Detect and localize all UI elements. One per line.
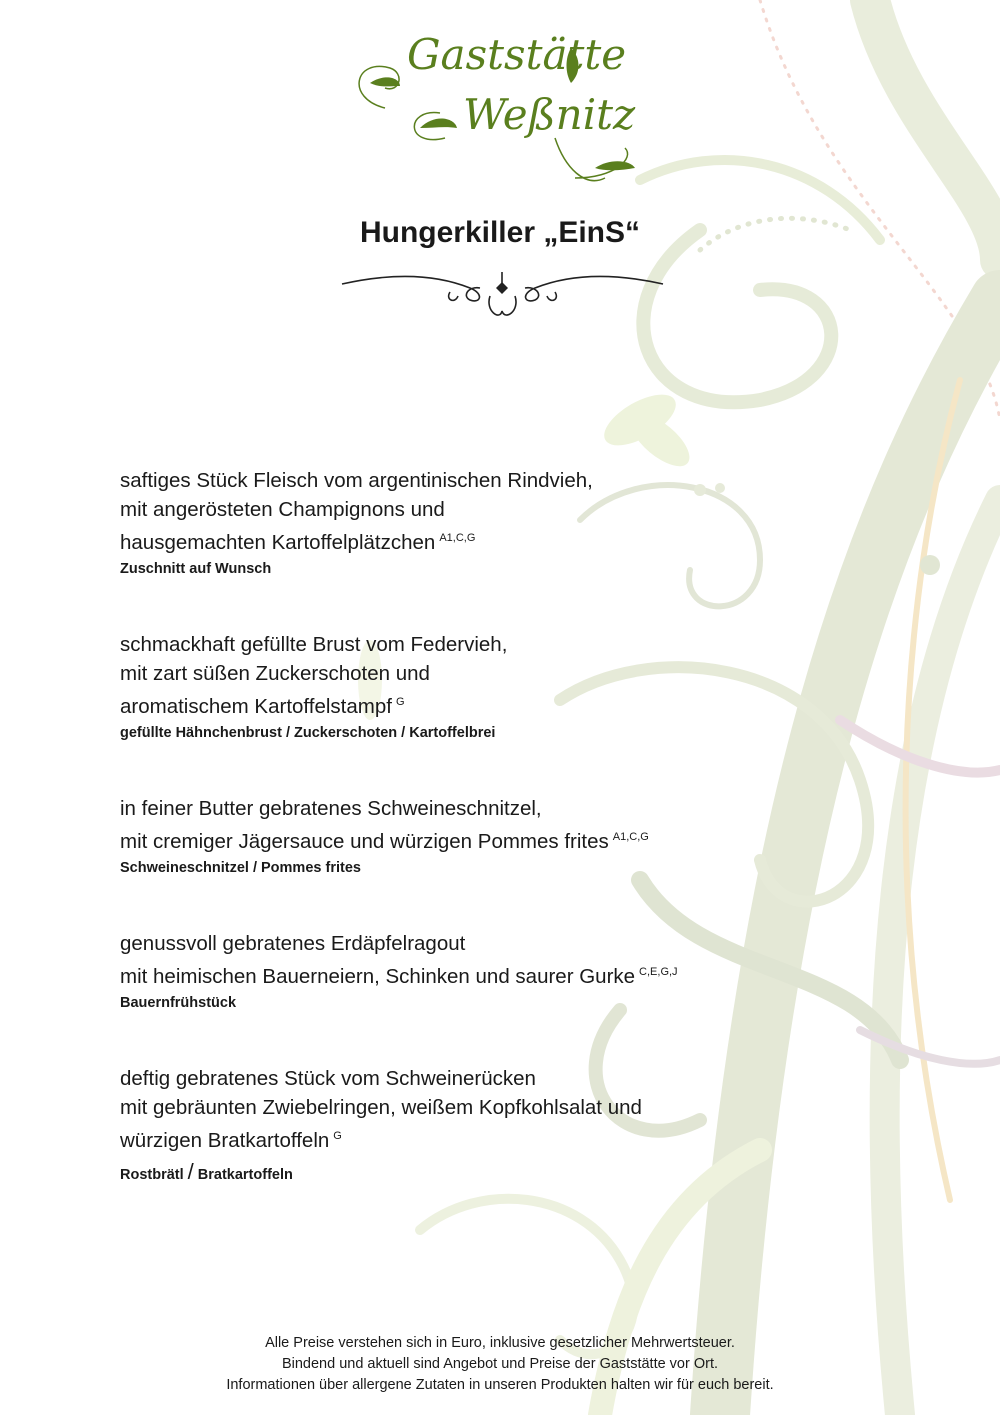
item-description-line: in feiner Butter gebratenes Schweineschnitzel, — [120, 797, 542, 820]
item-description-line: hausgemachten Kartoffelplätzchen — [120, 531, 436, 554]
logo-line-1: Gaststätte — [407, 30, 627, 79]
footer-line: Alle Preise verstehen sich in Euro, inklusive gesetzlicher Mehrwertsteuer. — [265, 1335, 735, 1351]
allergen-codes: C,E,G,J — [639, 966, 678, 978]
subtitle-part: Rostbrätl — [120, 1167, 184, 1183]
item-description-line: mit cremiger Jägersauce und würzigen Pommes frites — [120, 830, 609, 853]
allergen-codes: A1,C,G — [612, 831, 649, 843]
item-description-line: würzigen Bratkartoffeln — [120, 1129, 330, 1152]
item-description-line: schmackhaft gefüllte Brust vom Federvieh, — [120, 633, 508, 656]
page-title: Hungerkiller „EinS“ — [359, 216, 641, 249]
footer-line: Bindend und aktuell sind Angebot und Preise der Gaststätte vor Ort. — [281, 1356, 719, 1372]
item-description-line: aromatischem Kartoffelstampf — [120, 695, 392, 718]
menu-item — [120, 1064, 642, 1185]
footer-line: Informationen über allergene Zutaten in unseren Produkten halten wir für euch bereit. — [226, 1377, 774, 1393]
menu-item — [120, 466, 593, 577]
item-description-line: mit heimischen Bauerneiern, Schinken und saurer Gurke — [120, 965, 636, 988]
menu-item — [120, 630, 507, 741]
item-description-line: saftiges Stück Fleisch vom argentinischen Rindvieh, — [120, 469, 593, 492]
allergen-codes: A1,C,G — [439, 532, 476, 544]
item-subtitle — [120, 1159, 642, 1185]
item-description-line: mit zart süßen Zuckerschoten und — [120, 662, 430, 685]
footer-notes — [0, 1333, 1000, 1396]
allergen-codes: G — [333, 1130, 342, 1142]
item-description-line: genussvoll gebratenes Erdäpfelragout — [120, 932, 466, 955]
item-subtitle: Bauernfrühstück — [120, 995, 237, 1011]
subtitle-part: Bratkartoffeln — [197, 1167, 293, 1183]
menu-item — [120, 794, 649, 876]
item-description-line: mit angerösteten Champignons und — [120, 498, 445, 521]
allergen-codes: G — [395, 696, 405, 708]
item-description-line: deftig gebratenes Stück vom Schweinerücken — [120, 1067, 536, 1090]
restaurant-logo — [345, 28, 645, 193]
logo-line-2: Weßnitz — [463, 90, 636, 139]
item-subtitle: Schweineschnitzel / Pommes frites — [120, 860, 361, 876]
item-description-line: mit gebräunten Zwiebelringen, weißem Kopfkohlsalat und — [120, 1096, 642, 1119]
ornamental-divider-icon — [340, 266, 665, 326]
menu-item — [120, 929, 678, 1011]
item-subtitle: gefüllte Hähnchenbrust / Zuckerschoten / Kartoffelbrei — [120, 725, 496, 741]
subtitle-separator: / — [187, 1159, 194, 1184]
item-subtitle: Zuschnitt auf Wunsch — [120, 561, 272, 577]
